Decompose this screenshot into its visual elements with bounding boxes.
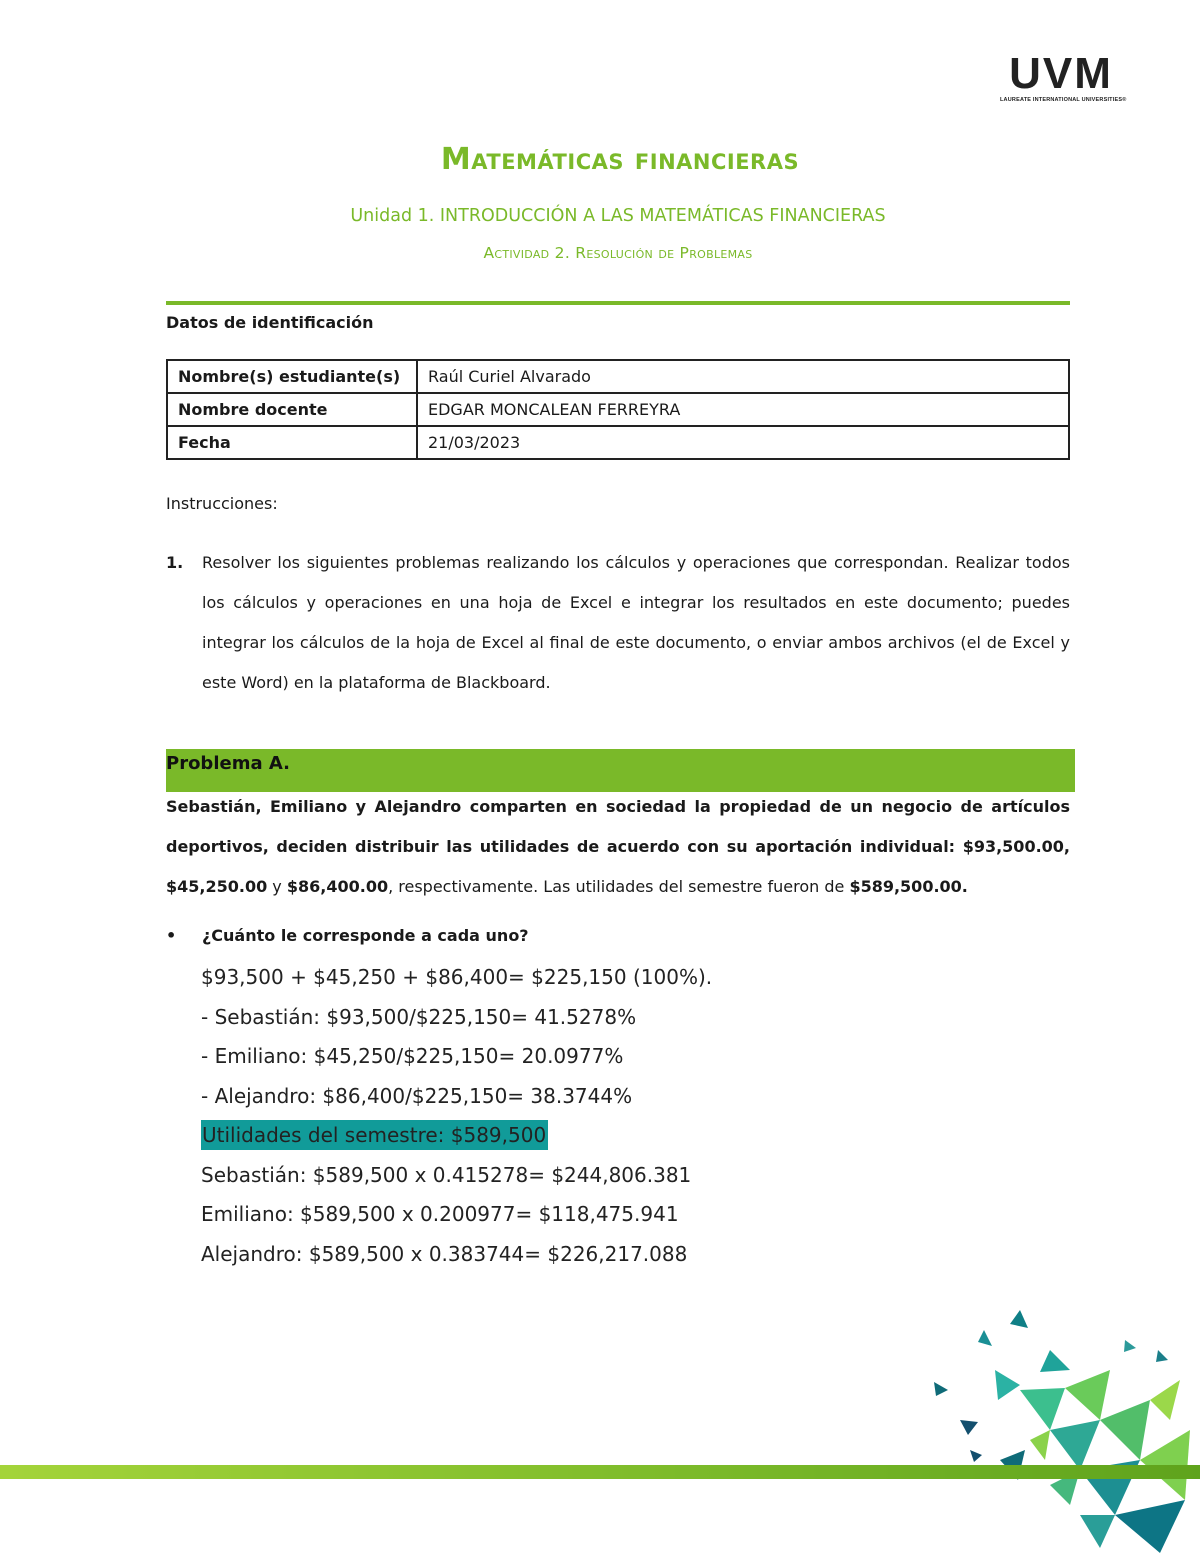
unit-heading: Unidad 1. INTRODUCCIÓN A LAS MATEMÁTICAS FINANCIERAS <box>350 206 886 226</box>
table-row <box>167 360 1069 393</box>
student-name-label: Nombre(s) estudiante(s) <box>167 360 417 393</box>
teacher-name-value: EDGAR MONCALEAN FERREYRA <box>417 393 1069 426</box>
question-item <box>166 926 529 945</box>
problem-text-part3: , respectivamente. Las utilidades del semestre fueron de <box>388 877 850 896</box>
calculation-block <box>201 958 712 1274</box>
result-line: Emiliano: $589,500 x 0.200977= $118,475.941 <box>201 1202 679 1226</box>
table-row <box>167 426 1069 459</box>
student-name-value: Raúl Curiel Alvarado <box>417 360 1069 393</box>
problem-statement <box>166 787 1070 907</box>
logo-subtitle: LAUREATE INTERNATIONAL UNIVERSITIES® <box>1000 97 1127 103</box>
bullet-icon: • <box>166 926 177 945</box>
document-title: Matemáticas financieras <box>440 142 800 177</box>
problem-text-part1: Sebastián, Emiliano y Alejandro comparten en sociedad la propiedad de un negocio de artículos deportivos, deciden distribuir las utilidades de acuerdo con su aportación individual: $93,500.00, $45,250.00 <box>166 797 1070 896</box>
teacher-name-label: Nombre docente <box>167 393 417 426</box>
date-value: 21/03/2023 <box>417 426 1069 459</box>
calc-line: - Emiliano: $45,250/$225,150= 20.0977% <box>201 1044 624 1068</box>
calc-line: - Alejandro: $86,400/$225,150= 38.3744% <box>201 1083 633 1108</box>
logo-text: UVM <box>1009 49 1113 98</box>
identification-table <box>166 359 1070 460</box>
instruction-item <box>166 543 1070 703</box>
identification-label: Datos de identificación <box>166 313 374 332</box>
instructions-label: Instrucciones: <box>166 494 278 513</box>
footer-green-bar <box>0 1465 1200 1479</box>
activity-heading: Actividad 2. Resolución de Problemas <box>483 244 753 262</box>
problem-text-part2: $86,400.00 <box>286 877 389 896</box>
polygon-decoration <box>900 1310 1200 1553</box>
calc-line: $93,500 + $45,250 + $86,400= $225,150 (100%). <box>201 965 713 989</box>
highlighted-total: Utilidades del semestre: $589,500 <box>201 1120 548 1150</box>
problem-text-y: y <box>267 877 287 896</box>
result-line: Alejandro: $589,500 x 0.383744= $226,217.088 <box>201 1241 688 1266</box>
calc-line: - Sebastián: $93,500/$225,150= 41.5278% <box>201 1004 637 1029</box>
instruction-text: Resolver los siguientes problemas realizando los cálculos y operaciones que correspondan. Realizar todos los cálculos y operaciones en una hoja de Excel e integrar los resultados en este documento; puedes integrar los cálculos de la hoja de Excel al final de este documento, o enviar ambos archivos (el de Excel y este Word) en la plataforma de Blackboard. <box>202 553 1070 692</box>
result-line: Sebastián: $589,500 x 0.415278= $244,806.381 <box>201 1162 692 1187</box>
date-label: Fecha <box>167 426 417 459</box>
problem-text-part4: $589,500.00. <box>849 877 968 896</box>
problem-title: Problema A. <box>166 753 290 774</box>
table-row <box>167 393 1069 426</box>
uvm-logo <box>1000 49 1127 110</box>
problem-header-band <box>166 749 1075 792</box>
instruction-number: 1. <box>166 553 184 572</box>
question-text: ¿Cuánto le corresponde a cada uno? <box>202 926 529 945</box>
header-divider <box>166 301 1070 305</box>
